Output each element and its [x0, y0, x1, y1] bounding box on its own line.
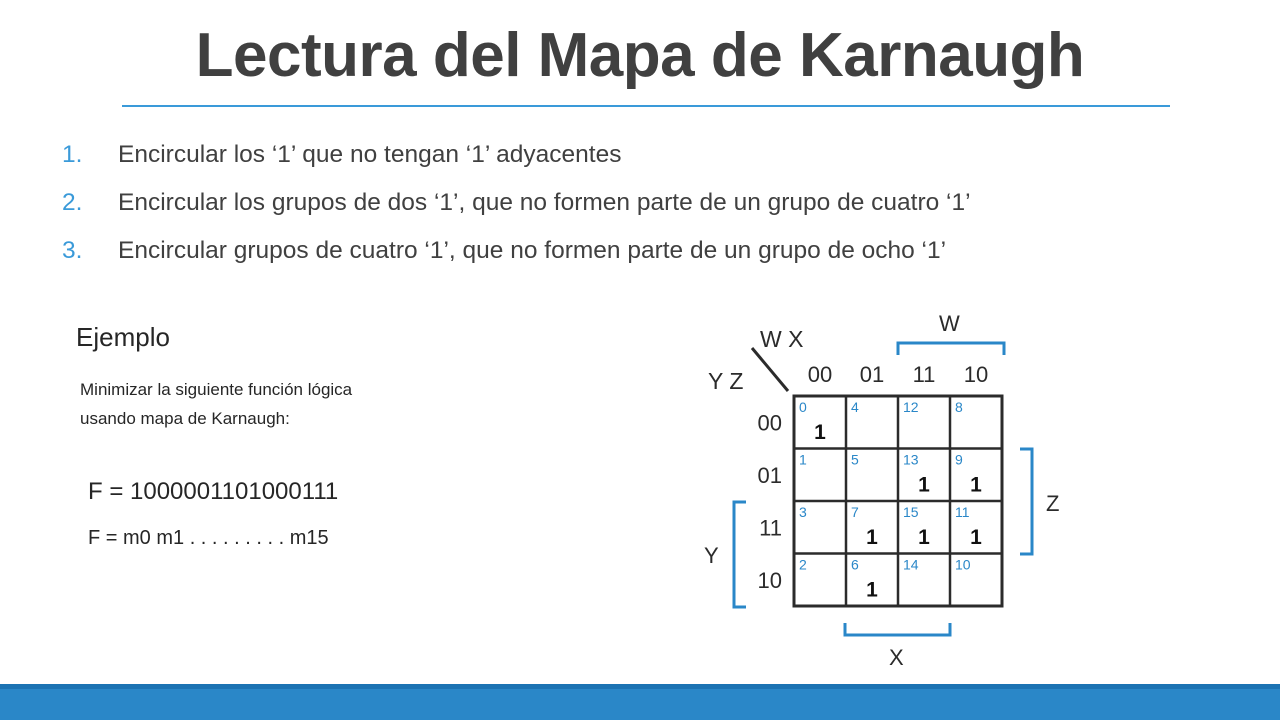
cell-minterm-index: 10: [955, 556, 971, 573]
cell-value: 1: [918, 526, 930, 549]
row-header: 10: [757, 567, 782, 593]
slide-title: Lectura del Mapa de Karnaugh: [195, 21, 1085, 90]
bracket-z: [1020, 449, 1032, 554]
cell-value: 1: [866, 578, 878, 602]
cell-minterm-index: 1: [799, 451, 807, 468]
step-text: Encircular grupos de cuatro ‘1’, que no formen parte de un grupo de ocho ‘1’: [118, 237, 947, 264]
function-minterms: F = m0 m1 . . . . . . . . . m15: [88, 527, 329, 549]
cell-value: 1: [814, 421, 826, 444]
cell-minterm-index: 15: [903, 504, 919, 520]
step-item: [62, 231, 971, 279]
footer-bar-edge: [0, 684, 1280, 689]
cell-value: 1: [970, 473, 982, 497]
row-header: 01: [757, 462, 782, 488]
corner-diagonal: [752, 348, 788, 391]
bracket-y: [734, 502, 746, 607]
example-label: Ejemplo: [76, 322, 170, 352]
step-item: [62, 183, 971, 231]
example-task-line: Minimizar la siguiente función lógica: [80, 380, 353, 399]
cell-minterm-index: 6: [851, 556, 859, 573]
example-task-line: usando mapa de Karnaugh:: [80, 409, 290, 428]
bracket-w: [898, 343, 1004, 355]
cell-minterm-index: 3: [799, 504, 807, 520]
step-number: 3.: [62, 237, 83, 264]
cell-minterm-index: 11: [955, 504, 970, 520]
cell-minterm-index: 2: [799, 556, 807, 573]
cell-minterm-index: 0: [799, 399, 807, 415]
cell-value: 1: [918, 473, 930, 497]
row-header: 00: [757, 410, 782, 436]
column-header: 01: [859, 362, 885, 387]
corner-label-wx: W X: [760, 326, 804, 352]
title-underline: [122, 105, 1170, 107]
cell-minterm-index: 14: [903, 556, 919, 573]
column-headers: [808, 362, 988, 387]
step-text: Encircular los grupos de dos ‘1’, que no formen parte de un grupo de cuatro ‘1’: [118, 189, 971, 216]
bracket-x-label: X: [889, 645, 904, 670]
cell-minterm-index: 4: [851, 399, 859, 415]
bracket-z-label: Z: [1046, 491, 1060, 516]
cell-minterm-index: 5: [851, 451, 859, 468]
row-headers: [758, 410, 782, 593]
column-header: 10: [963, 362, 989, 387]
cell-minterm-index: 9: [955, 451, 963, 468]
steps-list: [62, 135, 971, 279]
step-text: Encircular los ‘1’ que no tengan ‘1’ adyacentes: [118, 141, 622, 168]
row-header: 11: [759, 515, 782, 541]
example-task: [80, 375, 352, 433]
cell-value: 1: [866, 526, 878, 549]
bracket-w-label: W: [939, 311, 960, 336]
footer-bar: [0, 684, 1280, 720]
cell-value: 1: [970, 526, 982, 549]
cell-minterm-index: 7: [851, 504, 859, 520]
cell-minterm-index: 13: [903, 451, 919, 468]
column-header: 00: [807, 362, 833, 387]
step-number: 2.: [62, 189, 83, 216]
step-item: [62, 135, 971, 183]
karnaugh-map: [690, 305, 1090, 675]
bracket-x: [845, 623, 950, 635]
cell-minterm-index: 12: [903, 399, 919, 415]
column-header: 11: [912, 362, 936, 387]
cell-minterm-index: 8: [955, 399, 963, 415]
function-bits: F = 1000001101000111: [88, 478, 339, 505]
bracket-y-label: Y: [704, 543, 719, 568]
corner-label-yz: Y Z: [708, 368, 744, 394]
step-number: 1.: [62, 141, 83, 168]
